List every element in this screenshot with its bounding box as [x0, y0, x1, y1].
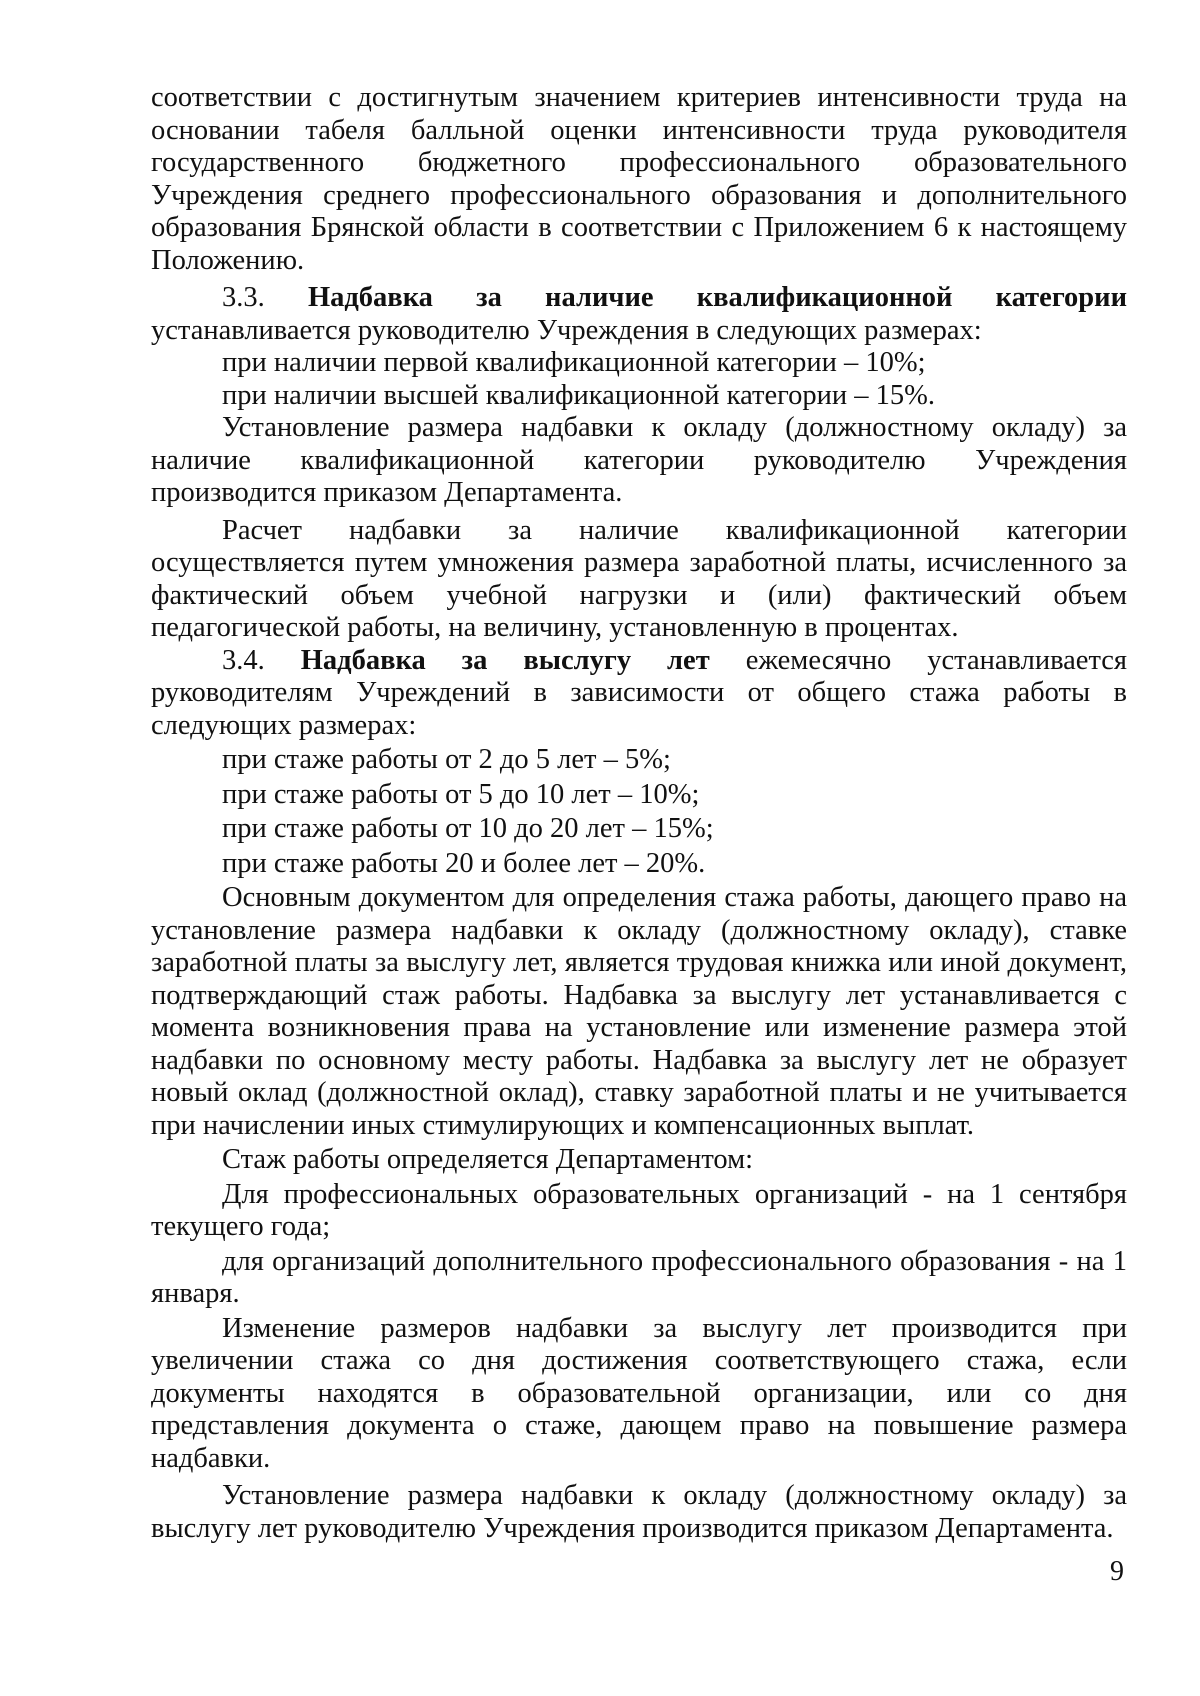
document-page — [151, 82, 1127, 1545]
section-3-3-intro: устанавливается руководителю Учреждения в следующих размерах: — [151, 314, 982, 346]
paragraph-seniority-change: Изменение размеров надбавки за выслугу лет производится при увеличении стажа со дня достижения соответствующего стажа, если документы находятся в образовательной организации, или со дня представления документа о стаже, дающем право на повышение размера надбавки. — [151, 1312, 1127, 1474]
section-3-4-intro: ежемесячно устанавливается руководителям Учреждений в зависимости от общего стажа работы в следующих размерах: — [151, 644, 1128, 741]
paragraph-seniority-determined: Стаж работы определяется Департаментом: — [222, 1144, 754, 1175]
section-3-3-heading — [151, 282, 1127, 347]
qualification-highest-category-item: при наличии высшей квалификационной категории – 15%. — [222, 379, 935, 411]
qualification-first-category-item: при наличии первой квалификационной категории – 10%; — [222, 347, 926, 378]
section-3-4-heading — [151, 645, 1127, 743]
seniority-10-20-years-item: при стаже работы от 10 до 20 лет – 15%; — [222, 813, 714, 844]
paragraph-seniority-order: Установление размера надбавки к окладу (должностному окладу) за выслугу лет руководителю Учреждения производится приказом Департамента. — [151, 1480, 1127, 1544]
paragraph-qualification-order: Установление размера надбавки к окладу (должностному окладу) за наличие квалификационной категории руководителю Учреждения производится приказом Департамента. — [151, 412, 1127, 508]
paragraph-additional-education-organizations: для организаций дополнительного профессионального образования - на 1 января. — [151, 1245, 1127, 1309]
paragraph-qualification-calculation: Расчет надбавки за наличие квалификационной категории осуществляется путем умножения размера заработной платы, исчисленного за фактический объем учебной нагрузки и (или) фактический объем педагогической работы, на величину, установленную в процентах. — [151, 514, 1127, 643]
page-number: 9 — [1110, 1556, 1124, 1587]
section-3-3-title: Надбавка за наличие квалификационной категории — [307, 282, 1127, 313]
section-3-4-title: Надбавка за выслугу лет — [300, 644, 710, 676]
paragraph-professional-organizations: Для профессиональных образовательных организаций - на 1 сентября текущего года; — [151, 1178, 1127, 1242]
seniority-2-5-years-item: при стаже работы от 2 до 5 лет – 5%; — [222, 744, 671, 775]
seniority-5-10-years-item: при стаже работы от 5 до 10 лет – 10%; — [222, 778, 700, 810]
section-3-4-number: 3.4. — [222, 644, 265, 676]
seniority-20-plus-years-item: при стаже работы 20 и более лет – 20%. — [222, 847, 706, 879]
paragraph-seniority-document: Основным документом для определения стажа работы, дающего право на установление размера надбавки к окладу (должностному окладу), ставке заработной платы за выслугу лет, является трудовая книжка или иной документ, подтверждающий стаж работы. Надбавка за выслугу лет устанавливается с момента возникновения права на установление или изменение размера этой надбавки по основному месту работы. Надбавка за выслугу лет не образует новый оклад (должностной оклад), ставку заработной платы и не учитывается при начислении иных стимулирующих и компенсационных выплат. — [151, 882, 1127, 1141]
paragraph-criteria-continuation: соответствии с достигнутым значением критериев интенсивности труда на основании табеля балльной оценки интенсивности труда руководителя государственного бюджетного профессионального образовательного Учреждения среднего профессионального образования и дополнительного образования Брянской области в соответствии с Приложением 6 к настоящему Положению. — [151, 82, 1127, 276]
section-3-3-number: 3.3. — [222, 282, 265, 313]
